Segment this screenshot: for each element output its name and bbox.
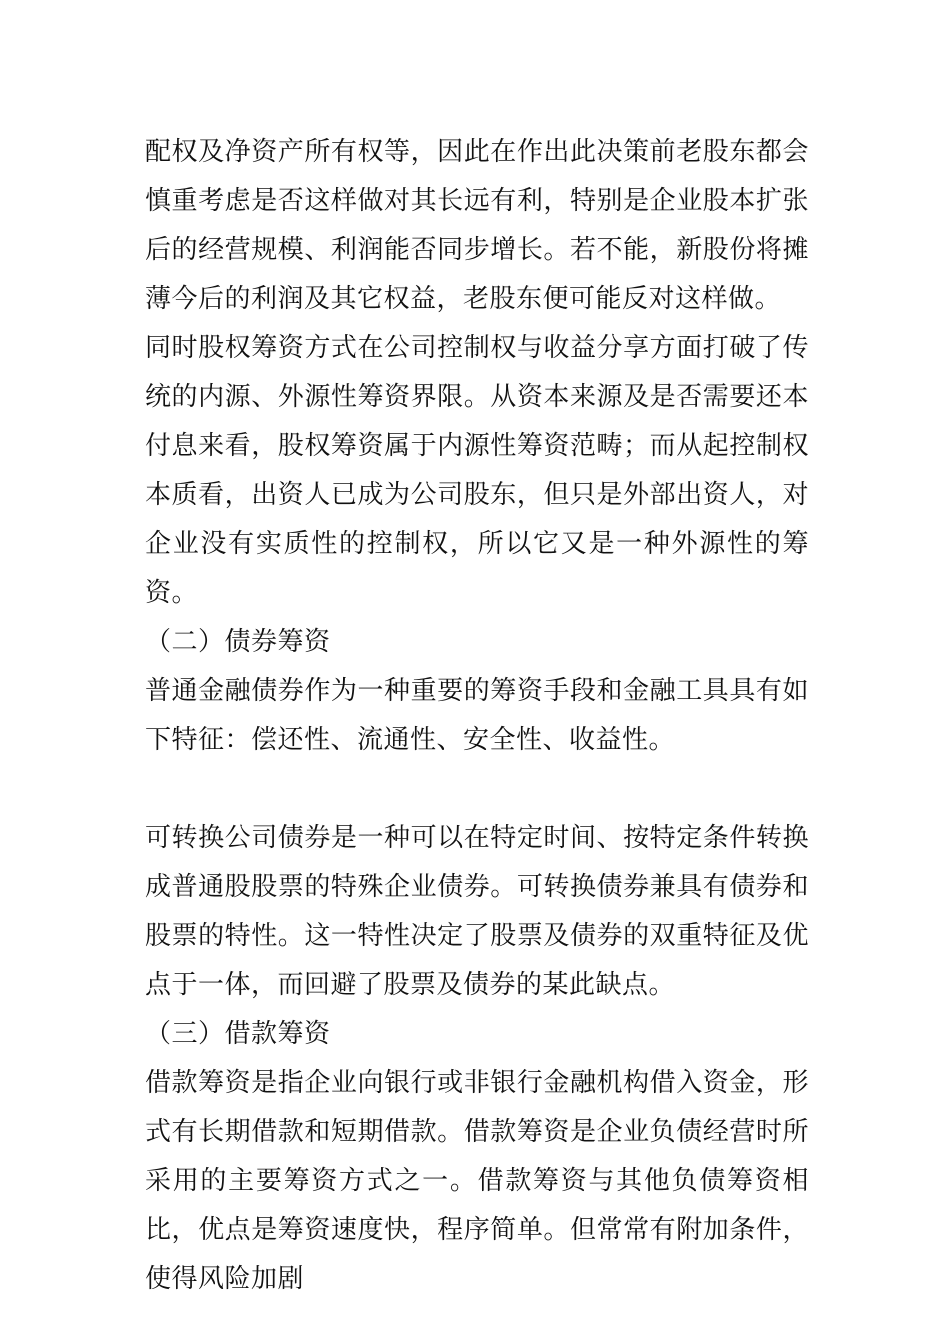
section-heading-bond-financing: （二）债券筹资 (145, 627, 331, 657)
document-body (145, 128, 809, 1304)
paragraph-financial-bonds: 普通金融债券作为一种重要的筹资手段和金融工具具有如下特征：偿还性、流通性、安全性、收益性。 (145, 676, 809, 755)
paragraph-equity-dilution: 配权及净资产所有权等，因此在作出此决策前老股东都会慎重考虑是否这样做对其长远有利，特别是企业股本扩张后的经营规模、利润能否同步增长。若不能，新股份将摊薄今后的利润及其它权益，老股东便可能反对这样做。 (145, 137, 809, 314)
section-heading-loan-financing: （三）借款筹资 (145, 1019, 331, 1049)
blank-line (145, 765, 809, 814)
paragraph-convertible-bonds: 可转换公司债券是一种可以在特定时间、按特定条件转换成普通股股票的特殊企业债券。可转换债券兼具有债券和股票的特性。这一特性决定了股票及债券的双重特征及优点于一体，而回避了股票及债券的某此缺点。 (145, 823, 809, 1000)
paragraph-equity-financing-boundary: 同时股权筹资方式在公司控制权与收益分享方面打破了传统的内源、外源性筹资界限。从资本来源及是否需要还本付息来看，股权筹资属于内源性筹资范畴；而从起控制权本质看，出资人已成为公司股东，但只是外部出资人，对企业没有实质性的控制权，所以它又是一种外源性的筹资。 (145, 333, 809, 608)
paragraph-loan-financing: 借款筹资是指企业向银行或非银行金融机构借入资金，形式有长期借款和短期借款。借款筹资是企业负债经营时所采用的主要筹资方式之一。借款筹资与其他负债筹资相比，优点是筹资速度快，程序简单。但常常有附加条件，使得风险加剧 (145, 1068, 809, 1294)
